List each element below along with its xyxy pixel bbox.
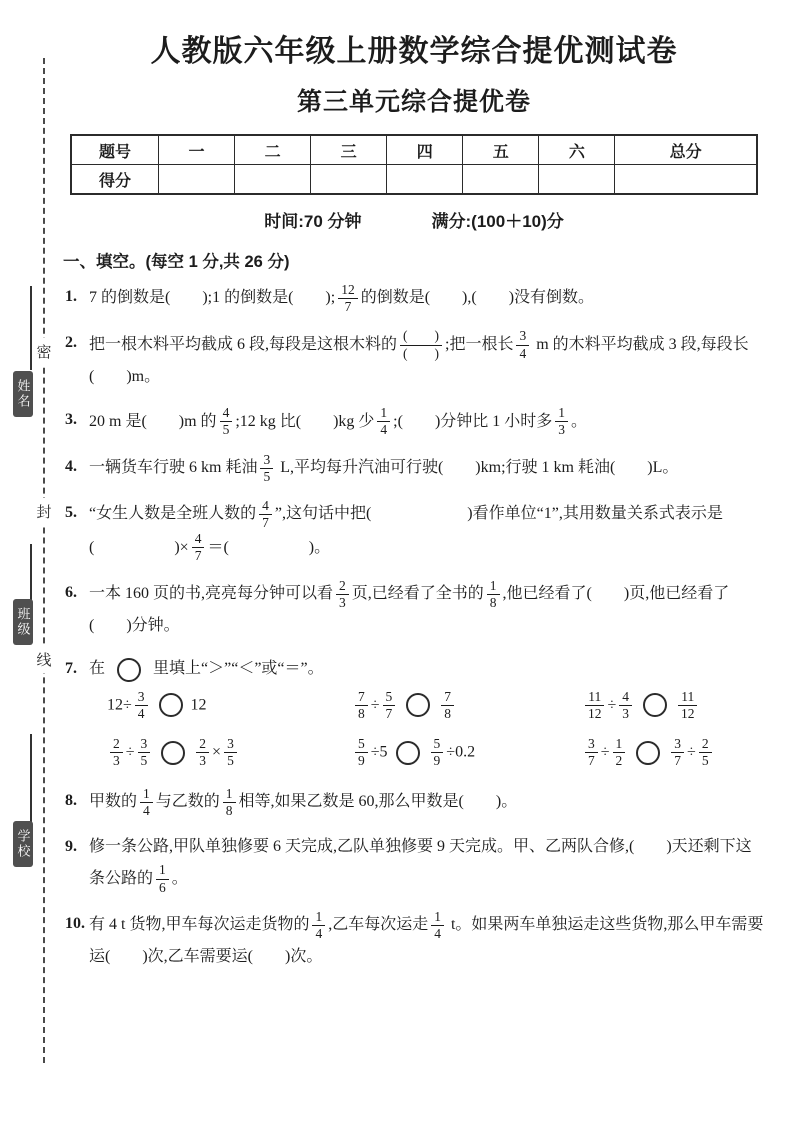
fraction: $\frac{4}{7}$: [192, 531, 205, 564]
score-table-header-row: [71, 135, 757, 165]
class-field-label: 班级: [13, 599, 33, 645]
full-score: 满分:(100＋10)分: [431, 212, 564, 231]
question-text: 在 里填上“＞”“＜”或“＝”。: [89, 660, 324, 677]
score-table: [70, 134, 758, 195]
question-number: 10.: [65, 914, 85, 932]
fraction: $\frac{3}{7}$: [585, 736, 598, 769]
question-7: [63, 654, 765, 684]
page-subtitle: 第三单元综合提优卷: [296, 88, 531, 116]
score-cell: [463, 165, 539, 195]
question-number: 2.: [65, 334, 77, 352]
question-text: 20 m 是( )m 的 $\frac{4}{5}$ ;12 kg 比( )kg 少 $\frac{1}{4}$ ;( )分钟比 1 小时多 $\frac{1}{3}$ 。: [89, 405, 588, 438]
exam-meta: [63, 207, 765, 232]
fraction: $\frac{( )}{( )}$: [400, 328, 442, 361]
score-table-header-cell: 二: [235, 135, 311, 165]
question-number: 8.: [65, 791, 77, 809]
question-10: [63, 909, 765, 973]
fraction: $\frac{3}{5}$: [260, 452, 273, 485]
score-row-label: 得分: [71, 165, 159, 195]
question-7-expression-grid: [63, 689, 765, 770]
comparison-expression: 12÷ $\frac{3}{4}$ 12: [107, 688, 207, 721]
question-3: [63, 405, 765, 438]
question-2: [63, 328, 765, 392]
question-text: 有 4 t 货物,甲车每次运走货物的 $\frac{1}{4}$ ,乙车每次运走 $\frac{1}{4}$ t。如果两车单独运走这些货物,那么甲车需要运( )次,乙车需要运( )次。: [89, 908, 764, 966]
question-text: 7 的倒数是( );1 的倒数是( ); $\frac{12}{7}$ 的倒数是( ),( )没有倒数。: [89, 282, 595, 315]
fraction: $\frac{2}{3}$: [196, 736, 209, 769]
fraction: $\frac{1}{4}$: [377, 405, 390, 438]
seal-char-xian: 线: [35, 646, 53, 673]
question-text: 修一条公路,甲队单独修要 6 天完成,乙队单独修要 9 天完成。甲、乙两队合修,( )天还剩下这条公路的 $\frac{1}{6}$ 。: [89, 837, 752, 895]
seal-char-feng: 封: [35, 498, 53, 525]
fraction: $\frac{5}{9}$: [431, 736, 444, 769]
question-4: [63, 452, 765, 485]
time-limit: 时间:70 分钟: [264, 212, 362, 231]
comparison-circle: [406, 693, 430, 717]
question-number: 4.: [65, 457, 77, 475]
fill-in-blank-questions: [63, 282, 765, 972]
main-content: [63, 0, 765, 985]
question-text: 一本 160 页的书,亮亮每分钟可以看 $\frac{2}{3}$ 页,已经看了全书的 $\frac{1}{8}$ ,他已经看了( )页,他已经看了( )分钟。: [89, 577, 730, 635]
fraction: $\frac{3}{5}$: [224, 736, 237, 769]
fraction: $\frac{1}{4}$: [140, 786, 153, 819]
question-text: 一辆货车行驶 6 km 耗油 $\frac{3}{5}$ L,平均每升汽油可行驶( )km;行驶 1 km 耗油( )L。: [89, 451, 679, 484]
seal-char-mi: 密: [35, 338, 53, 365]
fraction: $\frac{3}{4}$: [516, 328, 529, 361]
fraction: $\frac{1}{6}$: [156, 862, 169, 895]
comparison-expression: $\frac{2}{3}$ ÷ $\frac{3}{5}$ $\frac{2}{3}$ × $\frac{3}{5}$: [107, 736, 352, 769]
score-cell: [615, 165, 757, 195]
score-table-header-cell: 三: [311, 135, 387, 165]
comparison-circle: [159, 693, 183, 717]
fraction: $\frac{2}{3}$: [336, 578, 349, 611]
question-number: 5.: [65, 503, 77, 521]
fraction: $\frac{4}{7}$: [259, 498, 272, 531]
fraction: $\frac{4}{3}$: [619, 689, 632, 722]
comparison-expression: $\frac{3}{7}$ ÷ $\frac{1}{2}$ $\frac{3}{7}$ ÷ $\frac{2}{5}$: [582, 736, 765, 769]
question-number: 3.: [65, 411, 77, 429]
score-table-header-cell: 六: [539, 135, 615, 165]
question-1: [63, 282, 765, 315]
question-5: [63, 498, 765, 565]
question-text: “女生人数是全班人数的 $\frac{4}{7}$ ”,这句话中把( )看作单位“1”,其用数量关系式表示是 ( )× $\frac{4}{7}$ ＝( )。: [89, 497, 723, 564]
score-table-header-cell: 一: [159, 135, 235, 165]
fraction: $\frac{1}{8}$: [487, 578, 500, 611]
fraction: $\frac{1}{4}$: [431, 909, 444, 942]
fraction: $\frac{5}{7}$: [383, 689, 396, 722]
comparison-circle: [643, 693, 667, 717]
comparison-expression: $\frac{11}{12}$ ÷ $\frac{4}{3}$ $\frac{11}{12}$: [582, 689, 765, 722]
score-cell: [387, 165, 463, 195]
fraction: $\frac{12}{7}$: [338, 282, 358, 315]
comparison-expression: $\frac{5}{9}$ ÷5 $\frac{5}{9}$ ÷0.2: [352, 736, 582, 769]
comparison-circle: [161, 741, 185, 765]
class-writing-line: [30, 544, 32, 600]
fraction: $\frac{11}{12}$: [678, 689, 698, 722]
score-table-header-cell: 五: [463, 135, 539, 165]
score-cell: [235, 165, 311, 195]
fraction: $\frac{3}{7}$: [671, 736, 684, 769]
page-title: 人教版六年级上册数学综合提优测试卷: [150, 35, 678, 68]
question-9: [63, 832, 765, 896]
score-table-header-cell: 四: [387, 135, 463, 165]
question-number: 9.: [65, 837, 77, 855]
school-field-label: 学校: [13, 821, 33, 867]
fraction: $\frac{11}{12}$: [585, 689, 605, 722]
fraction: $\frac{7}{8}$: [355, 689, 368, 722]
question-8: [63, 786, 765, 819]
comparison-circle: [396, 741, 420, 765]
fraction: $\frac{1}{3}$: [555, 405, 568, 438]
name-writing-line: [30, 286, 32, 370]
fraction: $\frac{2}{3}$: [110, 736, 123, 769]
seal-dashed-line: [43, 58, 45, 1063]
comparison-circle: [636, 741, 660, 765]
fraction: $\frac{5}{9}$: [355, 736, 368, 769]
score-table-header-cell: 总分: [615, 135, 757, 165]
fraction: $\frac{1}{4}$: [312, 909, 325, 942]
fraction: $\frac{2}{5}$: [699, 736, 712, 769]
section-one-heading: 一、填空。(每空 1 分,共 26 分): [63, 253, 290, 271]
fraction: $\frac{1}{8}$: [223, 786, 236, 819]
question-text: 甲数的 $\frac{1}{4}$ 与乙数的 $\frac{1}{8}$ 相等,如果乙数是 60,那么甲数是( )。: [89, 785, 518, 818]
comparison-circle: [117, 658, 141, 682]
fraction: $\frac{3}{5}$: [138, 736, 151, 769]
score-cell: [539, 165, 615, 195]
fraction: $\frac{7}{8}$: [441, 689, 454, 722]
fraction: $\frac{1}{2}$: [613, 736, 626, 769]
question-text: 把一根木料平均截成 6 段,每段是这根木料的 $\frac{( )}{( )}$ ;把一根长 $\frac{3}{4}$ m 的木料平均截成 3 段,每段长( )m。: [89, 328, 749, 385]
question-number: 1.: [65, 288, 77, 305]
comparison-expression: $\frac{7}{8}$ ÷ $\frac{5}{7}$ $\frac{7}{8}$: [352, 689, 582, 722]
fraction: $\frac{4}{5}$: [220, 405, 233, 438]
question-6: [63, 578, 765, 642]
name-field-label: 姓名: [13, 371, 33, 417]
score-cell: [311, 165, 387, 195]
school-writing-line: [30, 734, 32, 822]
score-table-header-cell: 题号: [71, 135, 159, 165]
score-table-score-row: [71, 165, 757, 195]
fraction: $\frac{3}{4}$: [135, 689, 148, 722]
question-number: 7.: [65, 660, 77, 678]
score-cell: [159, 165, 235, 195]
question-number: 6.: [65, 583, 77, 601]
